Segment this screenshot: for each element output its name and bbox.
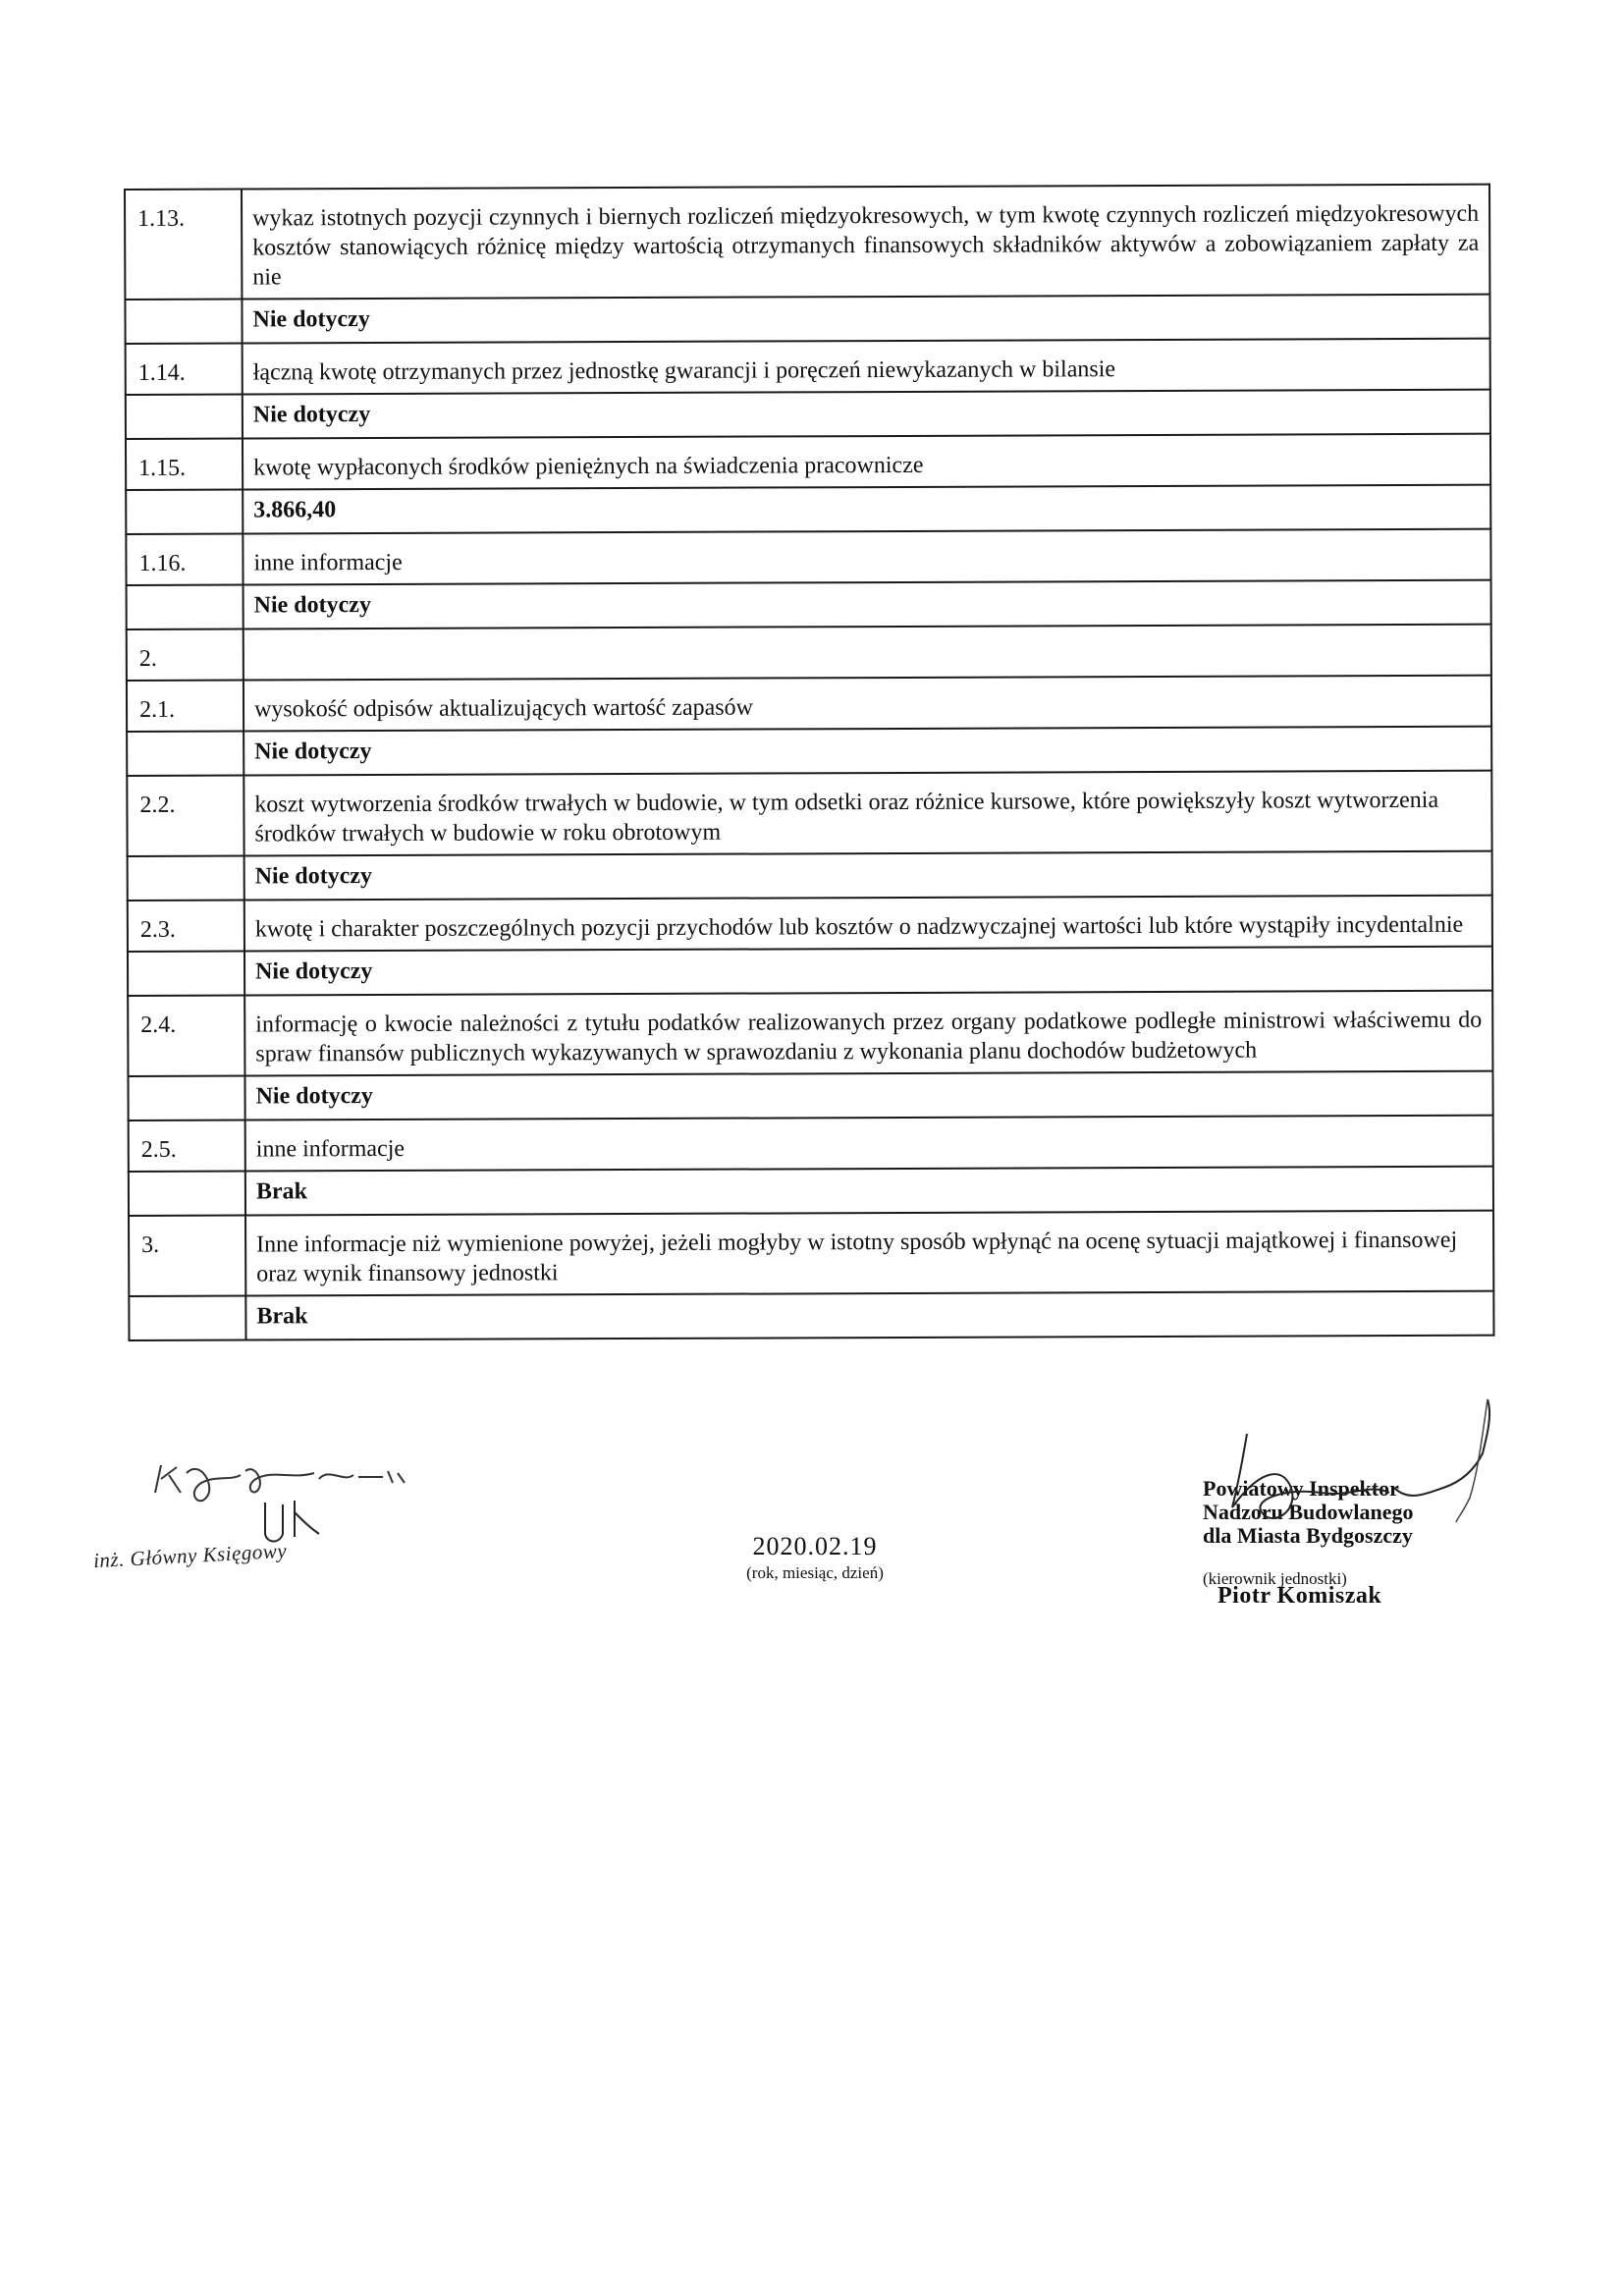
table-row [128,991,1492,1076]
row-answer: Nie dotyczy [243,727,1491,776]
row-description: łączną kwotę otrzymanych przez jednostkę gwarancji i poręczeń niewykazanych w bilansie [243,339,1490,395]
accountant-signature [93,1453,447,1601]
row-number: 1.14. [126,344,243,395]
table-row [126,339,1490,395]
table-row [127,580,1491,629]
table-row [125,295,1489,344]
row-number: 1.16. [126,534,243,585]
row-answer: Brak [245,1291,1493,1340]
row-answer: Nie dotyczy [242,295,1489,344]
manager-caption: (kierownik jednostki) [1203,1569,1347,1588]
stamp-line: dla Miasta Bydgoszczy [1203,1523,1413,1548]
date-block [638,1532,992,1583]
table-row [126,529,1490,585]
row-number: 2.5. [129,1121,245,1172]
row-number: 2. [127,629,243,681]
row-description: wysokość odpisów aktualizujących wartość zapasów [243,676,1491,732]
row-description: informację o kwocie należności z tytułu podatków realizowanych przez organy podatkowe podległe ministrowi właściwemu do spraw finansów publicznych wykazywanych w sprawozdaniu z wykonania planu dochodów budżetowych [244,991,1492,1076]
table-row [128,947,1492,996]
manager-name: Piotr Komiszak [1217,1583,1382,1609]
table-row [127,625,1491,681]
table-row [129,1291,1493,1340]
date-caption: (rok, miesiąc, dzień) [746,1563,884,1582]
document-date: 2020.02.19 [752,1532,878,1560]
row-description: inne informacje [243,529,1490,585]
row-number: 3. [129,1216,245,1296]
table-row [129,1211,1493,1296]
table-row [125,185,1489,300]
row-description: inne informacje [245,1116,1493,1172]
row-number: 2.4. [128,996,244,1076]
row-description: kwotę wypłaconych środków pieniężnych na świadczenia pracownicze [243,434,1490,490]
stamp-line: Nadzoru Budowlanego [1203,1500,1414,1524]
table-row [127,676,1491,732]
row-answer: Nie dotyczy [244,1071,1492,1121]
table-row [128,1071,1492,1121]
table-row [129,1116,1493,1172]
row-number: 1.15. [126,439,243,490]
notes-table [124,184,1494,1341]
table-row [127,727,1491,776]
row-answer: Nie dotyczy [243,390,1490,439]
row-number: 2.3. [128,901,244,952]
row-answer: 3.866,40 [243,485,1490,534]
row-description: Inne informacje niż wymienione powyżej, jeżeli mogłyby w istotny sposób wpłynąć na ocenę sytuacji majątkowej i finansowej oraz wynik finansowy jednostki [245,1211,1493,1296]
row-description [243,625,1491,681]
table-row [126,434,1490,490]
stamp-line: Powiatowy Inspektor [1203,1476,1399,1501]
table-row [129,1167,1493,1216]
row-answer: Nie dotyczy [244,851,1492,901]
row-number: 2.2. [127,776,243,856]
row-answer: Nie dotyczy [244,947,1492,996]
signature-scribble-icon [147,1453,442,1547]
row-answer: Nie dotyczy [243,580,1491,629]
table-row [128,851,1492,901]
table-row [126,390,1490,439]
table-row [128,896,1492,952]
table-row [126,485,1490,534]
row-description: kwotę i charakter poszczególnych pozycji przychodów lub kosztów o nadzwyczajnej wartości lub które wystąpiły incydentalnie [244,896,1492,952]
row-answer: Brak [245,1167,1493,1216]
table-row [127,771,1491,856]
row-description: wykaz istotnych pozycji czynnych i biernych rozliczeń międzyokresowych, w tym kwotę czynnych rozliczeń międzyokresowych kosztów stanowiących różnicę między wartością otrzymanych finansowych składników aktywów a zobowiązaniem zapłaty za nie [242,185,1489,300]
accountant-title: inż. Główny Księgowy [92,1538,288,1573]
row-number: 1.13. [125,190,242,300]
row-description: koszt wytworzenia środków trwałych w budowie, w tym odsetki oraz różnice kursowe, które powiększyły koszt wytworzenia środków trwałych w budowie w roku obrotowym [243,771,1491,856]
row-number: 2.1. [127,681,243,732]
